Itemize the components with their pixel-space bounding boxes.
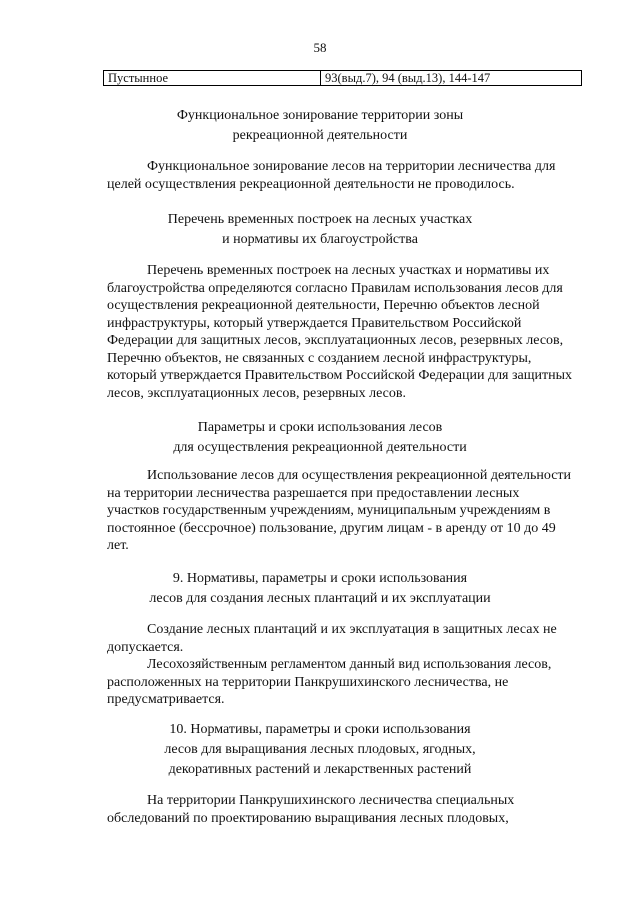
paragraph-temporary-buildings: Перечень временных построек на лесных участках и нормативы их благоустройства определяются согласно Правилам использования лесов для осуществления рекреационной деятельности, Перечню объектов лесной инфраструктуры, который утверждается Правительством Российской Федерации для защитных лесов, эксплуатационных лесов, резервных лесов, Перечню объектов, не связанных с созданием лесной инфраструктуры, который утверждается Правительством Российской Федерации для защитных лесов, эксплуатационных лесов, резервных лесов. bbox=[107, 263, 573, 401]
page-number: 58 bbox=[313, 40, 327, 55]
section-heading-recreation-terms: Параметры и сроки использования лесов для осуществления рекреационной деятельности bbox=[173, 420, 467, 455]
paragraph-fruit-plants: На территории Панкрушихинского лесничества специальных обследований по проектированию выращивания лесных плодовых, bbox=[107, 793, 515, 826]
table-cell-name: Пустынное bbox=[104, 71, 321, 86]
paragraph-zoning: Функциональное зонирование лесов на территории лесничества для целей осуществления рекреационной деятельности не проводилось. bbox=[107, 159, 556, 192]
section-heading-temporary-buildings: Перечень временных построек на лесных участках и нормативы их благоустройства bbox=[167, 212, 473, 247]
section-heading-fruit-plants: 10. Нормативы, параметры и сроки использования лесов для выращивания лесных плодовых, ягодных, декоративных растений и лекарственных растений bbox=[164, 722, 476, 777]
paragraph-plantations-2: Лесохозяйственным регламентом данный вид использования лесов, расположенных на территории Панкрушихинского лесничества, не предусматривается. bbox=[107, 657, 552, 707]
section-heading-zoning: Функциональное зонирование территории зоны рекреационной деятельности bbox=[176, 108, 464, 143]
section-heading-plantations: 9. Нормативы, параметры и сроки использования лесов для создания лесных плантаций и их эксплуатации bbox=[149, 571, 491, 606]
paragraph-recreation-terms: Использование лесов для осуществления рекреационной деятельности на территории лесничества разрешается при предоставлении лесных участков государственным учреждениям, муниципальным учреждениям в постоянное (бессрочное) пользование, другим лицам - в аренду от 10 до 49 лет. bbox=[107, 468, 572, 553]
table-cell-refs: 93(выд.7), 94 (выд.13), 144-147 bbox=[321, 71, 582, 86]
table-row bbox=[104, 71, 582, 86]
paragraph-plantations-1: Создание лесных плантаций и их эксплуатация в защитных лесах не допускается. bbox=[107, 622, 557, 655]
forest-quarters-table bbox=[103, 70, 582, 86]
